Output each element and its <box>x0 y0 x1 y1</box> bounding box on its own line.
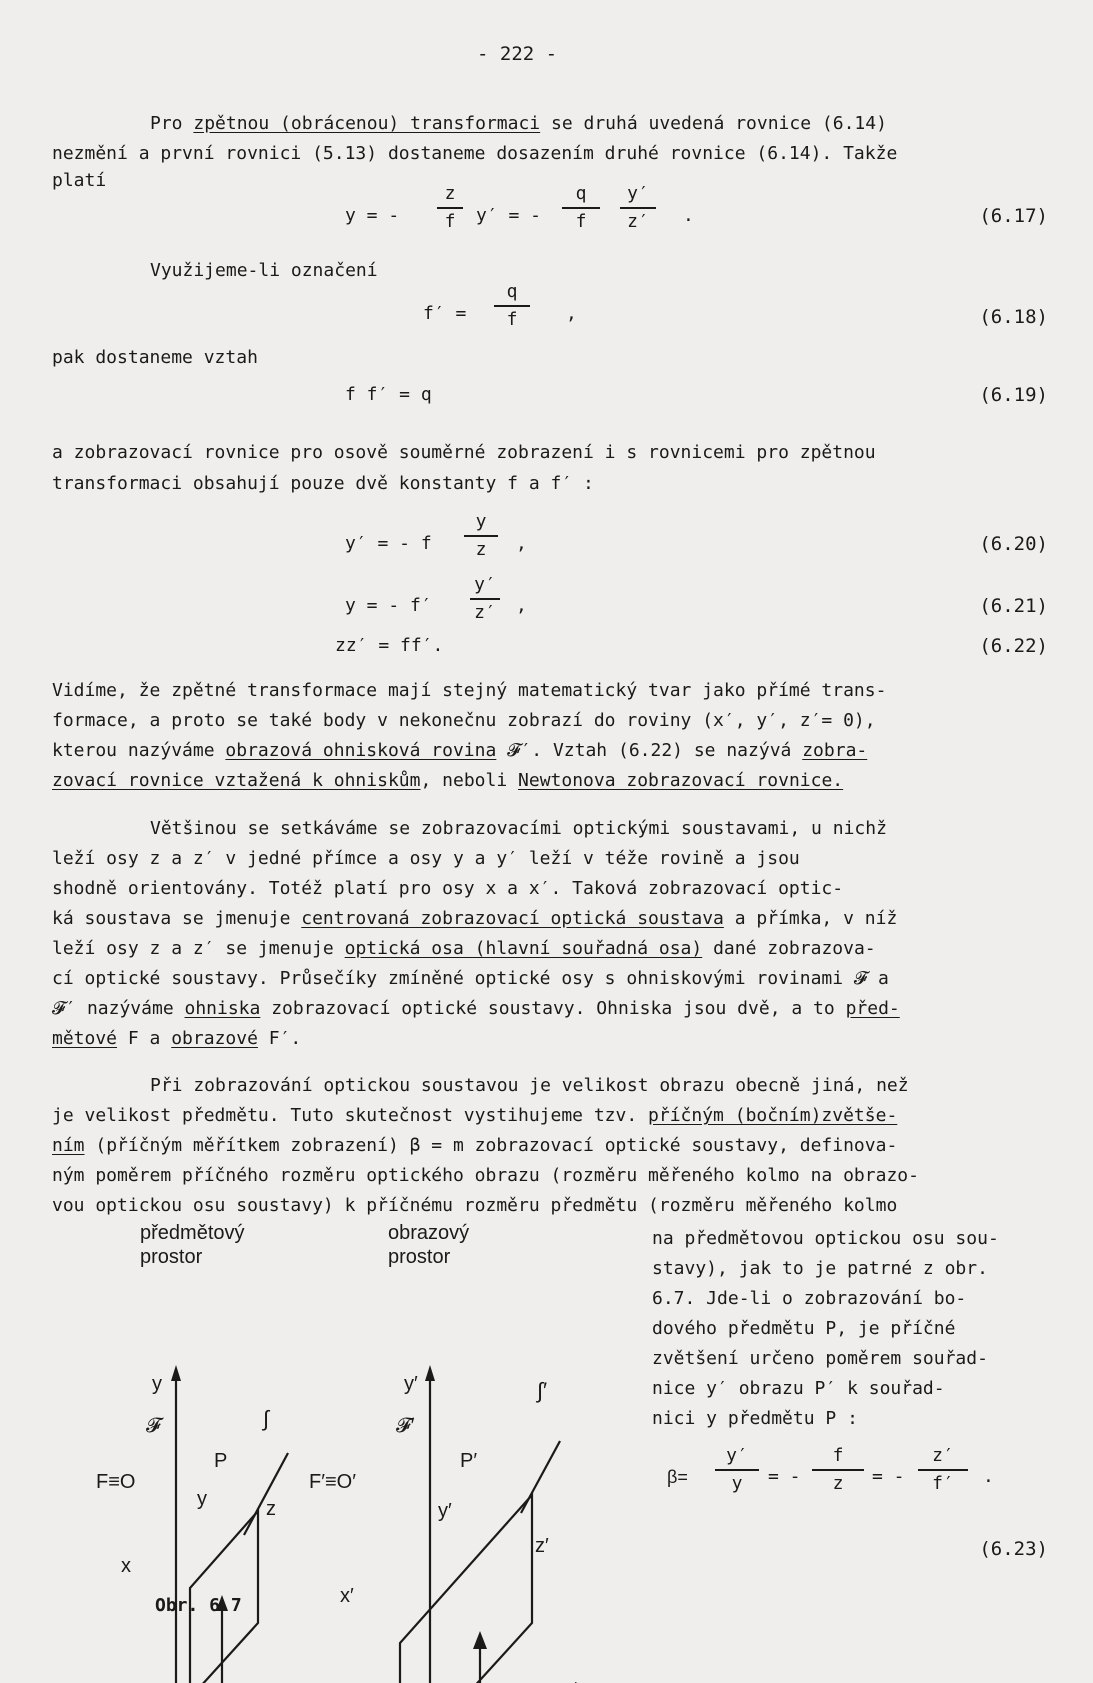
y-arrowhead-prime <box>425 1365 435 1381</box>
para3-line2: formace, a proto se také body v nekonečnu zobrazí do roviny (x′, y′, z′= 0), <box>52 710 876 731</box>
y-arrowhead <box>171 1365 181 1381</box>
eq617-lhs: y = - <box>345 205 400 226</box>
eq620-number: (6.20) <box>979 533 1048 555</box>
eq617-mid: y′ = - <box>476 205 542 226</box>
eq618-number: (6.18) <box>979 306 1048 328</box>
eq617-frac3 <box>620 184 656 232</box>
eq621-lhs: y = - f′ <box>345 595 432 616</box>
fig-label-x: x <box>121 1555 131 1577</box>
para1-line2: nezmění a první rovnici (5.13) dostaneme dosazením druhé rovnice (6.14). Takže <box>52 143 898 164</box>
numerator: z′ <box>932 1445 954 1466</box>
eq623-eq1: = - <box>768 1466 801 1487</box>
term-ohniska: ohniska <box>184 998 261 1019</box>
para2-line2: transformaci obsahují pouze dvě konstanty f a f′ : <box>52 473 594 494</box>
eq620-frac <box>464 512 498 560</box>
para5-line4: ným poměrem příčného rozměru optického obrazu (rozměru měřeného kolmo na obrazo- <box>52 1165 919 1186</box>
page-number: - 222 - <box>477 43 558 65</box>
para1-line3: platí <box>52 170 107 191</box>
eq623-eq2: = - <box>872 1466 905 1487</box>
fig-label-F-eq-O-prime: F′≡O′ <box>309 1471 356 1493</box>
image-arrowhead-prime <box>473 1631 487 1649</box>
eq622-number: (6.22) <box>979 635 1048 657</box>
eq621-number: (6.21) <box>979 595 1048 617</box>
eq623-frac3 <box>918 1446 968 1494</box>
term-pricne-zvetseni-cont: ním <box>52 1135 85 1156</box>
fig-label-y-small-prime: y′ <box>438 1500 452 1522</box>
fraction-bar <box>464 535 498 537</box>
eq621-frac <box>470 575 500 623</box>
fig-label-y-small: y <box>197 1488 207 1510</box>
para5-right2: stavy), jak to je patrné z obr. <box>652 1258 988 1279</box>
para5-line1: Při zobrazování optickou soustavou je velikost obrazu obecně jiná, než <box>150 1075 909 1096</box>
text: 𝓕′ nazýváme <box>52 998 185 1019</box>
fig-left-title-1: předmětový <box>140 1222 245 1244</box>
para5-right4: dového předmětu P, je příčné <box>652 1318 956 1339</box>
numerator: z <box>444 183 456 204</box>
eq619-number: (6.19) <box>979 384 1048 406</box>
text: a přímka, v níž <box>723 908 898 929</box>
eq620-lhs: y′ = - f <box>345 533 432 554</box>
denominator: f′ <box>932 1473 954 1494</box>
eq617-end: . <box>683 205 694 226</box>
numerator: q <box>506 281 518 302</box>
fig-label-focal-plane-prime: 𝓕′ <box>396 1415 415 1437</box>
eq617-frac2 <box>562 184 600 232</box>
fig-right-title-2: prostor <box>388 1246 451 1268</box>
fig-left-title-2: prostor <box>140 1246 203 1268</box>
text: , neboli <box>420 770 519 791</box>
fraction-bar <box>918 1469 968 1471</box>
fraction-bar <box>470 598 500 600</box>
text: F′. <box>257 1028 302 1049</box>
numerator: q <box>575 183 587 204</box>
para5-line2 <box>52 1105 897 1127</box>
para5-right1: na předmětovou optickou osu sou- <box>652 1228 999 1249</box>
para1-line1 <box>150 113 887 135</box>
fig-label-F-eq-O: F≡O <box>96 1471 136 1493</box>
eq617-frac1 <box>437 184 463 232</box>
para4-line1: Většinou se setkáváme se zobrazovacími optickými soustavami, u nichž <box>150 818 887 839</box>
eq618-lhs: f′ = <box>423 303 467 324</box>
denominator: z <box>832 1473 844 1494</box>
numerator: y <box>475 511 487 532</box>
fraction-bar <box>494 305 530 307</box>
text-vyuzijeme: Využijeme-li označení <box>150 260 378 281</box>
eq617-number: (6.17) <box>979 205 1048 227</box>
eq618-frac <box>494 282 530 330</box>
para3-line4 <box>52 770 843 792</box>
para5-right6: nice y′ obrazu P′ k souřad- <box>652 1378 945 1399</box>
para4-line8 <box>52 1028 301 1050</box>
fig-label-P-prime: P′ <box>460 1450 478 1472</box>
para4-line6: cí optické soustavy. Průsečíky zmíněné optické osy s ohniskovými rovinami 𝓕 a <box>52 968 889 989</box>
numerator: y′ <box>627 183 649 204</box>
fig-label-plane-symbol: ∫ <box>263 1406 270 1431</box>
para2-line1: a zobrazovací rovnice pro osově souměrné zobrazení i s rovnicemi pro zpětnou <box>52 442 876 463</box>
text: je velikost předmětu. Tuto skutečnost vystihujeme tzv. <box>52 1105 649 1126</box>
para5-right7: nici y předmětu P : <box>652 1408 858 1429</box>
para4-line5 <box>52 938 876 960</box>
term-opticka-osa: optická osa (hlavní souřadná osa) <box>344 938 703 959</box>
text: se druhá uvedená rovnice (6.14) <box>540 113 887 134</box>
text: zobrazovací optické soustavy. Ohniska jsou dvě, a to <box>260 998 846 1019</box>
fig-label-focal-plane: 𝓕 <box>146 1415 161 1437</box>
eq623-frac1 <box>715 1446 759 1494</box>
term-obrazova-ohniskova-rovina: obrazová ohnisková rovina <box>225 740 497 761</box>
fig-label-P: P <box>214 1450 228 1472</box>
eq618-end: , <box>566 303 577 324</box>
fig-label-z: z <box>266 1498 276 1520</box>
denominator: f <box>575 211 587 232</box>
eq623-beta: β= <box>667 1467 688 1487</box>
fraction-bar <box>715 1469 759 1471</box>
eq622: zz′ = ff′. <box>335 635 444 656</box>
term-zobrazovaci-rovnice-cont: zovací rovnice vztažená k ohniskům <box>52 770 421 791</box>
text: ká soustava se jmenuje <box>52 908 302 929</box>
term-obrazove: obrazové <box>171 1028 258 1049</box>
denominator: z′ <box>474 602 496 623</box>
eq623-frac2 <box>812 1446 864 1494</box>
text: (příčným měřítkem zobrazení) β = m zobrazovací optické soustavy, definova- <box>84 1135 898 1156</box>
figure-caption: Obr. 6.7 <box>155 1595 242 1616</box>
denominator: y <box>731 1473 743 1494</box>
fraction-bar <box>562 207 600 209</box>
eq620-end: , <box>516 533 527 554</box>
para5-line5: vou optickou osu soustavy) k příčnému rozměru předmětu (rozměru měřeného kolmo <box>52 1195 898 1216</box>
eq621-end: , <box>516 595 527 616</box>
eq623-number: (6.23) <box>979 1538 1048 1560</box>
fig-label-y: y <box>152 1373 162 1395</box>
para3-line1: Vidíme, že zpětné transformace mají stejný matematický tvar jako přímé trans- <box>52 680 887 701</box>
denominator: f <box>444 211 456 232</box>
para4-line4 <box>52 908 897 930</box>
numerator: y′ <box>726 1445 748 1466</box>
para5-right3: 6.7. Jde-li o zobrazování bo- <box>652 1288 967 1309</box>
term-newtonova-rovnice: Newtonova zobrazovací rovnice. <box>518 770 844 791</box>
para3-line3 <box>52 740 867 762</box>
numerator: y′ <box>474 574 496 595</box>
numerator: f <box>832 1445 844 1466</box>
plane-leader-prime <box>521 1441 560 1513</box>
text: 𝓕′. Vztah (6.22) se nazývá <box>496 740 803 761</box>
para4-line2: leží osy z a z′ v jedné přímce a osy y a y′ leží v téže rovině a jsou <box>52 848 800 869</box>
fraction-bar <box>437 207 463 209</box>
focal-plane-prime <box>400 1495 532 1683</box>
term-zpetna-transformace: zpětnou (obrácenou) transformaci <box>193 113 541 134</box>
para5-line3 <box>52 1135 897 1157</box>
text: F a <box>117 1028 172 1049</box>
fig-label-y-prime: y′ <box>404 1373 418 1395</box>
eq623-end: . <box>983 1466 994 1487</box>
text: leží osy z a z′ se jmenuje <box>52 938 345 959</box>
fraction-bar <box>812 1469 864 1471</box>
term-predmetove-cont: mětové <box>52 1028 118 1049</box>
text: dané zobrazova- <box>702 938 876 959</box>
fig-right-title-1: obrazový <box>388 1222 470 1244</box>
para5-right5: zvětšení určeno poměrem souřad- <box>652 1348 988 1369</box>
fig-label-z-prime: z′ <box>535 1535 549 1557</box>
term-centrovana-soustava: centrovaná zobrazovací optická soustava <box>301 908 724 929</box>
eq619: f f′ = q <box>345 384 432 405</box>
fig-label-plane-symbol-prime: ∫′ <box>537 1378 548 1403</box>
term-zobrazovaci-rovnice: zobra- <box>802 740 868 761</box>
denominator: z′ <box>627 211 649 232</box>
term-pricne-zvetseni: příčným (bočním)zvětše- <box>648 1105 898 1126</box>
denominator: z <box>475 539 487 560</box>
figure-6-7 <box>0 1213 640 1683</box>
term-predmetove: před- <box>845 998 900 1019</box>
text: Pro <box>150 113 194 134</box>
text: kterou nazýváme <box>52 740 226 761</box>
fig-label-x-prime: x′ <box>340 1585 354 1607</box>
denominator: f <box>506 309 518 330</box>
para4-line3: shodně orientovány. Totéž platí pro osy x a x′. Taková zobrazovací optic- <box>52 878 844 899</box>
text-pak: pak dostaneme vztah <box>52 347 258 368</box>
para4-line7 <box>52 998 900 1020</box>
fraction-bar <box>620 207 656 209</box>
plane-leader <box>244 1453 288 1535</box>
